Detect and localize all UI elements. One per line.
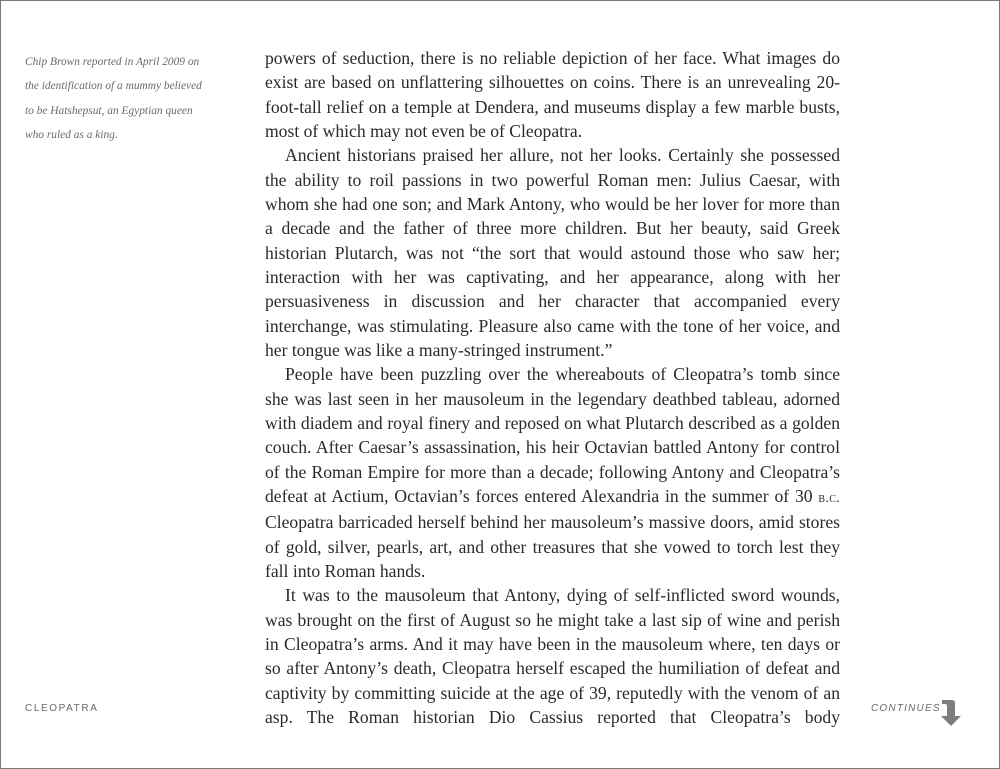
running-head: CLEOPATRA — [25, 703, 99, 714]
paragraph: It was to the mausoleum that Antony, dying of self-inflicted sword wounds, was brought on the first of August so he might take a last sip of wine and perish in Cleopatra’s arms. And it may have been in the mausoleum where, ten days or so after Antony’s death, Cleopatra herself escaped the humiliation of defeat and captivity by committing suicide at the age of 39, reputedly with the venom of an asp. The Roman historian Dio Cassius reported that Cleopatra’s body — [265, 585, 840, 727]
sidenote-line: Chip Brown reported in April 2009 on — [25, 56, 200, 68]
paragraph-text: Cleopatra barricaded herself behind her mausoleum’s massive doors, amid stores of gold, silver, pearls, art, and other treasures that she vowed to torch lest they fall into Roman hands. — [265, 512, 840, 581]
continues-label[interactable]: CONTINUES — [871, 703, 941, 714]
era-abbreviation: b.c. — [818, 489, 840, 506]
sidenote-line: to be Hatshepsut, an Egyptian queen — [25, 104, 193, 117]
article-body — [265, 46, 840, 729]
paragraph: powers of seduction, there is no reliable depiction of her face. What images do exist are based on unflattering silhouettes on coins. There is an unrevealing 20-foot-tall relief on a temple at Dendera, and museums display a few marble busts, most of which may not even be of Cleopatra. — [265, 48, 840, 141]
paragraph-text: People have been puzzling over the whereabouts of Cleopatra’s tomb since she was last seen in her mausoleum in the legendary deathbed tableau, adorned with diadem and royal finery and reposed on what Plutarch described as a golden couch. After Caesar’s assassination, his heir Octavian battled Antony for control of the Roman Empire for more than a decade; following Antony and Cleopatra’s defeat at Actium, Octavian’s forces entered Alexandria in the summer of 30 — [265, 364, 840, 506]
paragraph — [265, 362, 840, 583]
sidenote — [25, 50, 240, 147]
paragraph: Ancient historians praised her allure, not her looks. Certainly she possessed the ability to roil passions in two powerful Roman men: Julius Caesar, with whom she had one son; and Mark Antony, who would be her lover for more than a decade and the father of three more children. But her beauty, said Greek historian Plutarch, was not “the sort that would astound those who saw her; interaction with her was captivating, and her appearance, along with her persuasiveness in discussion and her character that accompanied every interchange, was stimulating. Pleasure also came with the tone of her voice, and her tongue was like a many-stringed instrument.” — [265, 145, 840, 360]
sidenote-line: who ruled as a king. — [25, 128, 118, 141]
sidenote-line: the identification of a mummy believed — [25, 80, 202, 93]
arrow-down-icon[interactable] — [940, 699, 962, 727]
